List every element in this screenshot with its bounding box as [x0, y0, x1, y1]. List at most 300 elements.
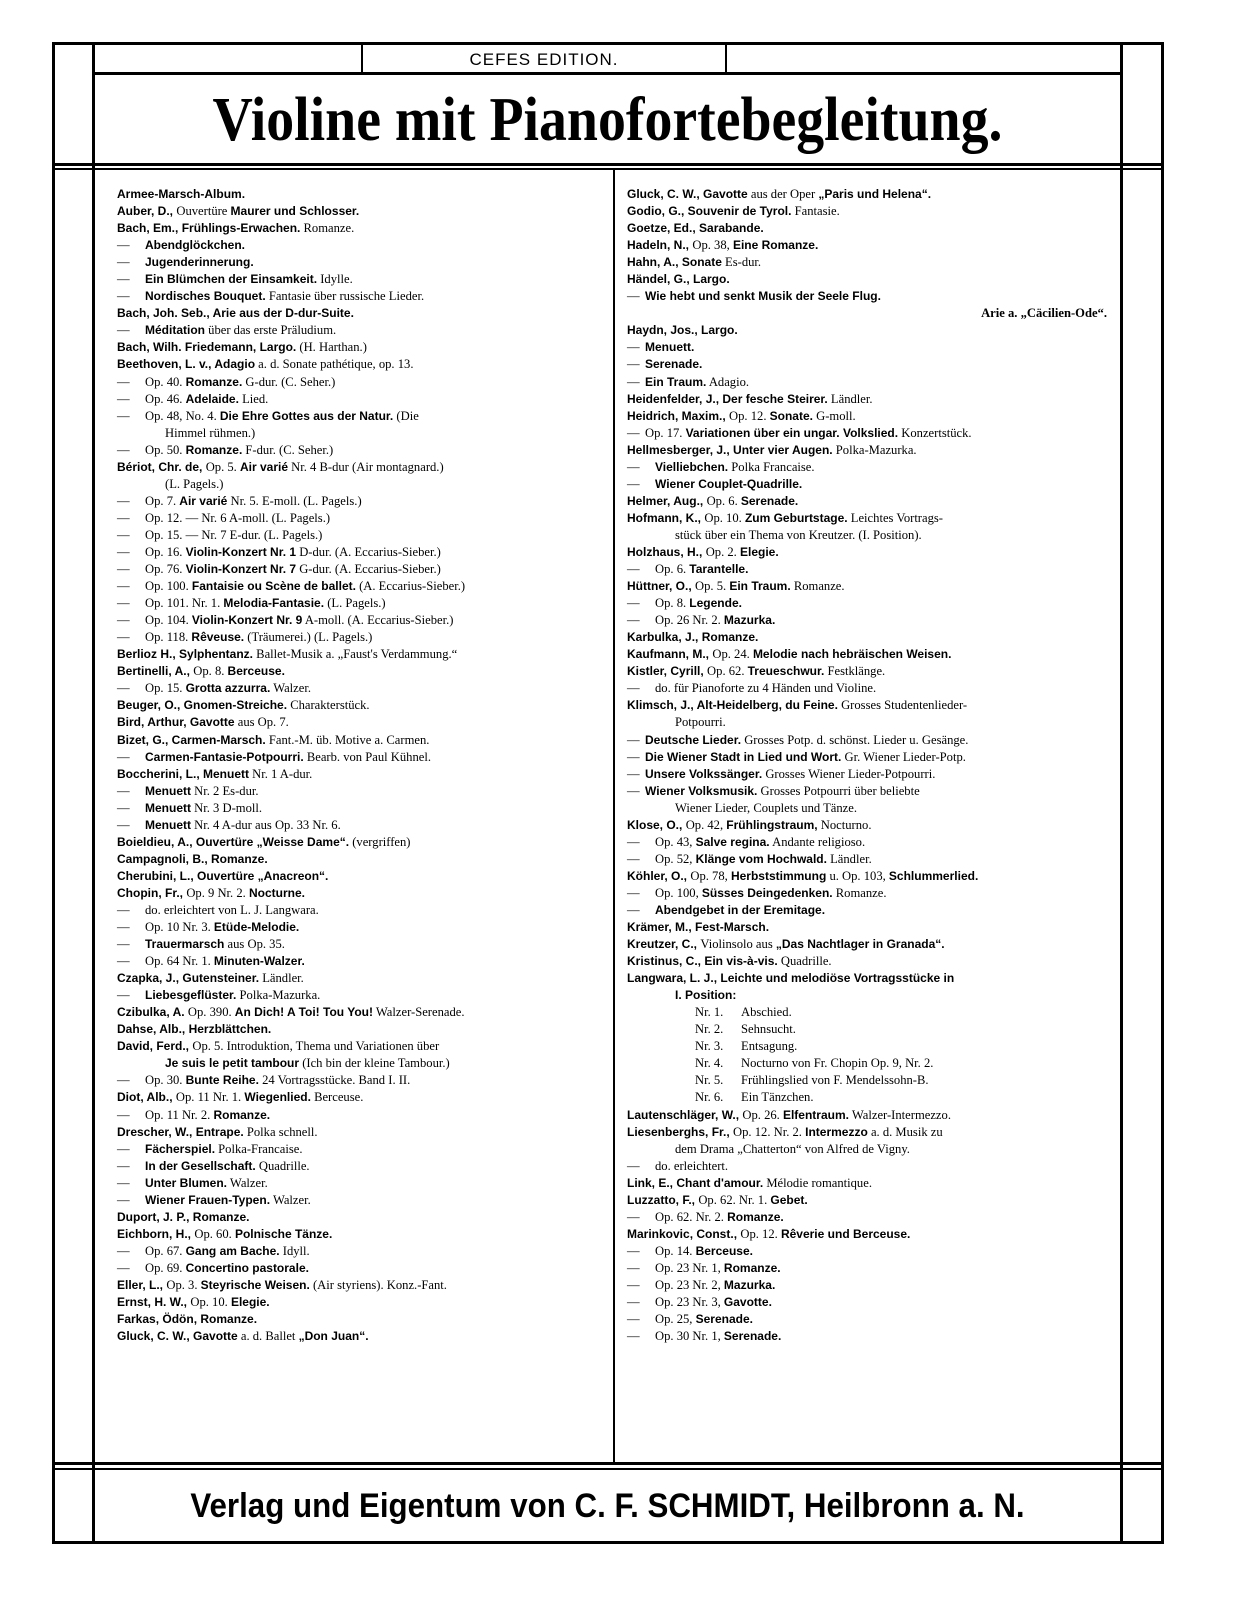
catalog-sub-entry	[627, 1038, 1107, 1055]
catalog-entry	[117, 254, 607, 271]
entry-bold-text: Romanze.	[723, 1260, 781, 1275]
entry-text: Gr. Wiener Lieder-Potp.	[841, 749, 966, 764]
entry-bold-text: Cherubini, L., Ouvertüre „Anacreon“.	[117, 868, 329, 883]
catalog-entry-continuation	[627, 987, 1107, 1004]
entry-text: Walzer-Intermezzo.	[848, 1107, 951, 1122]
entry-text: Polka-Francaise.	[215, 1141, 303, 1156]
entry-bold-text: Krämer, M., Fest-Marsch.	[627, 920, 770, 935]
entry-bold-text: Gavotte.	[723, 1295, 772, 1310]
catalog-entry	[117, 527, 607, 544]
catalog-entry	[627, 1277, 1107, 1294]
ditto-dash: —	[117, 408, 130, 423]
entry-text: Op. 12.	[740, 1226, 781, 1241]
entry-bold-text: Serenade.	[723, 1329, 782, 1344]
entry-bold-text: Intermezzo	[805, 1124, 868, 1139]
entry-bold-text: David, Ferd.,	[117, 1039, 193, 1054]
sub-entry-number: Nr. 4.	[695, 1056, 724, 1071]
sub-entry-title: Ein Tänzchen.	[741, 1090, 814, 1105]
entry-text: Op. 8.	[193, 664, 228, 679]
catalog-entry-continuation	[627, 714, 1107, 731]
catalog-entry	[117, 612, 607, 629]
entry-bold-text: Bach, Em., Frühlings-Erwachen.	[117, 221, 301, 236]
entry-bold-text: Dahse, Alb., Herzblättchen.	[117, 1022, 272, 1037]
entry-text: Op. 40.	[145, 374, 186, 389]
catalog-entry	[117, 1260, 607, 1277]
entry-text: do. erleichtert von L. J. Langwara.	[145, 902, 319, 917]
entry-bold-text: Marinkovic, Const.,	[627, 1226, 741, 1241]
entry-bold-text: Klimsch, J., Alt-Heidelberg, du Feine.	[627, 698, 838, 713]
entry-text: Polka schnell.	[243, 1124, 318, 1139]
entry-text: Op. 17.	[645, 425, 686, 440]
catalog-entry	[627, 783, 1107, 800]
ditto-dash: —	[117, 289, 130, 304]
entry-bold-text: Zum Geburtstage.	[744, 510, 848, 525]
entry-bold-text: Vielliebchen.	[655, 459, 729, 474]
edition-bar	[95, 45, 1120, 75]
footer-rule	[52, 1462, 1164, 1465]
catalog-entry	[117, 459, 607, 476]
ditto-dash: —	[117, 442, 130, 457]
ditto-dash: —	[117, 902, 130, 917]
sub-entry-number: Nr. 2.	[695, 1022, 724, 1037]
entry-bold-text: Méditation	[145, 323, 205, 338]
entry-text: Op. 15. — Nr. 7 E-dur. (L. Pagels.)	[145, 527, 323, 542]
entry-bold-text: Rêveuse.	[191, 630, 245, 645]
ditto-dash: —	[627, 1295, 640, 1310]
entry-text: Nr. 4 A-dur aus Op. 33 Nr. 6.	[191, 817, 341, 832]
catalog-entry	[627, 1107, 1107, 1124]
entry-text: G-dur. (A. Eccarius-Sieber.)	[296, 562, 441, 577]
catalog-entry	[627, 1294, 1107, 1311]
entry-text: Op. 5. Introduktion, Thema und Variationen über	[192, 1039, 440, 1054]
entry-text: 24 Vortragsstücke. Band I. II.	[258, 1073, 411, 1088]
entry-text: Fantasie.	[791, 204, 840, 219]
entry-bold-text: Hofmann, K.,	[627, 510, 705, 525]
ditto-dash: —	[117, 937, 130, 952]
catalog-entry	[627, 1192, 1107, 1209]
entry-text: Ouvertüre	[176, 204, 231, 219]
catalog-entry	[117, 237, 607, 254]
entry-bold-text: Bird, Arthur, Gavotte	[117, 715, 235, 730]
entry-text: Op. 52,	[655, 851, 696, 866]
catalog-entry	[627, 408, 1107, 425]
entry-bold-text: Luzzatto, F.,	[627, 1192, 699, 1207]
entry-text: Op. 12.	[729, 408, 770, 423]
catalog-entry	[117, 800, 607, 817]
entry-bold-text: Czapka, J., Gutensteiner.	[117, 971, 260, 986]
entry-bold-text: Menuett.	[645, 340, 695, 355]
entry-text: Op. 60.	[194, 1226, 235, 1241]
entry-text: Op. 69.	[145, 1260, 186, 1275]
entry-text: Potpourri.	[675, 715, 726, 730]
entry-bold-text: Lautenschläger, W.,	[627, 1107, 743, 1122]
sub-entry-title: Frühlingslied von F. Mendelssohn-B.	[741, 1073, 929, 1088]
catalog-entry	[627, 902, 1107, 919]
catalog-entry	[117, 902, 607, 919]
entry-bold-text: Chopin, Fr.,	[117, 885, 187, 900]
entry-bold-text: Jugenderinnerung.	[145, 255, 254, 270]
catalog-entry	[627, 1175, 1107, 1192]
ditto-dash: —	[117, 255, 130, 270]
entry-text: Op. 101. Nr. 1.	[145, 596, 224, 611]
entry-text: Op. 5.	[205, 459, 240, 474]
publisher-imprint: Verlag und Eigentum von C. F. SCHMIDT, Heilbronn a. N.	[190, 1487, 1025, 1525]
catalog-entry	[627, 1328, 1107, 1345]
entry-bold-text: Concertino pastorale.	[185, 1260, 309, 1275]
entry-text: (H. Harthan.)	[296, 340, 367, 355]
entry-bold-text: Carmen-Fantasie-Potpourri.	[145, 749, 304, 764]
entry-bold-text: Variationen über ein ungar. Volkslied.	[685, 425, 899, 440]
entry-bold-text: Salve regina.	[695, 834, 770, 849]
ditto-dash: —	[627, 1243, 640, 1258]
catalog-column-right	[627, 186, 1107, 1345]
catalog-entry	[117, 697, 607, 714]
ditto-dash: —	[117, 800, 130, 815]
catalog-entry	[117, 1328, 607, 1345]
ditto-dash: —	[627, 476, 640, 491]
entry-bold-text: Eller, L.,	[117, 1278, 167, 1292]
ditto-dash: —	[117, 579, 130, 594]
entry-text: Andante religioso.	[769, 834, 866, 849]
ditto-dash: —	[627, 459, 640, 474]
catalog-entry	[627, 697, 1107, 714]
catalog-entry-continuation	[627, 1141, 1107, 1158]
catalog-entry-continuation	[117, 425, 607, 442]
catalog-entry	[117, 1192, 607, 1209]
catalog-entry-continuation	[117, 1055, 607, 1072]
entry-text: Op. 67.	[145, 1243, 186, 1258]
entry-bold-text: Abendglöckchen.	[145, 238, 246, 253]
entry-text: Ländler.	[259, 971, 304, 986]
entry-text: Op. 10 Nr. 3.	[145, 920, 214, 935]
catalog-entry	[117, 408, 607, 425]
catalog-entry	[627, 834, 1107, 851]
entry-text: Op. 24.	[712, 647, 753, 662]
entry-text: G-moll.	[812, 408, 856, 423]
entry-text: Idyll.	[279, 1243, 310, 1258]
entry-text: Quadrille.	[255, 1158, 310, 1173]
entry-text: aus Op. 7.	[234, 715, 289, 730]
ditto-dash: —	[117, 510, 130, 525]
entry-text: (Ich bin der kleine Tambour.)	[299, 1056, 450, 1071]
catalog-entry	[627, 391, 1107, 408]
catalog-entry	[627, 493, 1107, 510]
entry-bold-text: Berceuse.	[227, 664, 285, 679]
entry-text: Op. 23 Nr. 1,	[655, 1260, 724, 1275]
catalog-entry	[627, 612, 1107, 629]
entry-text: Lied.	[238, 391, 269, 406]
catalog-entry	[117, 561, 607, 578]
ditto-dash: —	[117, 988, 130, 1003]
entry-bold-text: Eichborn, H.,	[117, 1226, 195, 1241]
entry-text: Op. 5.	[695, 579, 730, 594]
entry-bold-text: Hahn, A., Sonate	[627, 255, 722, 270]
entry-text: Op. 12. Nr. 2.	[733, 1124, 806, 1139]
catalog-entry	[627, 544, 1107, 561]
ditto-dash: —	[627, 681, 640, 696]
entry-text: Op. 11 Nr. 2.	[145, 1107, 214, 1122]
ditto-dash: —	[627, 374, 640, 389]
catalog-entry	[627, 425, 1107, 442]
catalog-entry	[117, 1089, 607, 1106]
catalog-sub-entry	[627, 1055, 1107, 1072]
entry-bold-text: Violin-Konzert Nr. 7	[185, 562, 297, 577]
entry-text: Op. 76.	[145, 562, 186, 577]
entry-text: Op. 62.	[707, 664, 748, 679]
entry-text: Op. 38,	[692, 238, 733, 253]
entry-text: Op. 6.	[706, 493, 741, 508]
entry-text: Ländler.	[826, 851, 872, 866]
ditto-dash: —	[627, 425, 640, 440]
catalog-entry	[117, 1294, 607, 1311]
entry-bold-text: Bizet, G., Carmen-Marsch.	[117, 732, 266, 747]
entry-bold-text: Abendgebet in der Eremitage.	[655, 902, 826, 917]
sub-entry-title: Abschied.	[741, 1005, 792, 1020]
catalog-entry	[627, 1209, 1107, 1226]
catalog-entry	[117, 1226, 607, 1243]
entry-bold-text: Helmer, Aug.,	[627, 493, 707, 508]
entry-bold-text: Armee-Marsch-Album.	[117, 187, 246, 201]
ditto-dash: —	[117, 272, 130, 287]
entry-bold-text: Romanze.	[213, 1107, 271, 1122]
entry-text: Op. 7.	[145, 493, 180, 508]
entry-bold-text: Bunte Reihe.	[185, 1073, 259, 1088]
ditto-dash: —	[117, 238, 130, 253]
entry-bold-text: Langwara, L. J., Leichte und melodiöse Vortragsstücke in	[627, 971, 955, 986]
catalog-entry	[627, 374, 1107, 391]
sub-entry-title: Nocturno von Fr. Chopin Op. 9, Nr. 2.	[741, 1056, 934, 1071]
entry-text: u. Op. 103,	[826, 868, 889, 883]
entry-text: Mélodie romantique.	[763, 1175, 872, 1190]
entry-bold-text: Karbulka, J., Romanze.	[627, 630, 759, 645]
entry-text: Op. 100,	[655, 885, 702, 900]
catalog-entry	[117, 1107, 607, 1124]
catalog-entry	[117, 970, 607, 987]
catalog-entry	[117, 953, 607, 970]
catalog-entry-continuation	[117, 476, 607, 493]
entry-text: Nr. 5. E-moll. (L. Pagels.)	[227, 493, 362, 508]
catalog-entry	[117, 356, 607, 373]
catalog-entry	[627, 578, 1107, 595]
catalog-entry	[117, 391, 607, 408]
entry-text: Op. 43,	[655, 834, 696, 849]
entry-bold-text: Elegie.	[230, 1295, 270, 1310]
entry-text: Nr. 3 D-moll.	[191, 800, 263, 815]
catalog-entry	[627, 1260, 1107, 1277]
ditto-dash: —	[627, 596, 640, 611]
entry-text: Op. 118.	[145, 630, 192, 645]
ditto-dash: —	[627, 1329, 640, 1344]
header-rule-thin	[52, 168, 1164, 170]
entry-bold-text: Menuett	[145, 817, 191, 832]
entry-bold-text: Deutsche Lieder.	[645, 732, 742, 747]
entry-text: (L. Pagels.)	[324, 596, 386, 611]
catalog-entry	[117, 766, 607, 783]
ditto-dash: —	[117, 1192, 130, 1207]
entry-bold-text: Bertinelli, A.,	[117, 664, 194, 679]
catalog-entry	[627, 322, 1107, 339]
catalog-entry	[117, 578, 607, 595]
catalog-entry	[627, 510, 1107, 527]
catalog-entry-continuation	[627, 527, 1107, 544]
entry-text: Konzertstück.	[898, 425, 972, 440]
entry-bold-text: Nordisches Bouquet.	[145, 289, 266, 304]
entry-bold-text: Wie hebt und senkt Musik der Seele Flug.	[645, 289, 881, 304]
catalog-entry	[117, 203, 607, 220]
entry-text: dem Drama „Chatterton“ von Alfred de Vigny.	[675, 1141, 910, 1156]
entry-bold-text: Farkas, Ödön, Romanze.	[117, 1312, 258, 1327]
entry-text: Romanze.	[790, 579, 845, 594]
entry-bold-text: Kaufmann, M.,	[627, 647, 713, 662]
catalog-entry	[627, 749, 1107, 766]
catalog-sub-entry	[627, 1021, 1107, 1038]
ditto-dash: —	[627, 1209, 640, 1224]
catalog-entry	[117, 1175, 607, 1192]
entry-text: Fantasie über russische Lieder.	[265, 289, 425, 304]
entry-bold-text: Adelaide.	[185, 391, 239, 406]
catalog-entry	[117, 1072, 607, 1089]
edition-label: CEFES EDITION.	[361, 45, 727, 72]
catalog-sub-entry	[627, 1004, 1107, 1021]
catalog-entry	[627, 288, 1107, 305]
entry-text: Op. 46.	[145, 391, 186, 406]
entry-text: Charakterstück.	[287, 698, 370, 713]
catalog-entry	[117, 1021, 607, 1038]
entry-text: G-dur. (C. Seher.)	[242, 374, 336, 389]
catalog-entry	[117, 646, 607, 663]
entry-bold-text: Air varié	[179, 493, 228, 508]
catalog-sub-entry	[627, 1089, 1107, 1106]
catalog-entry	[627, 663, 1107, 680]
entry-bold-text: Romanze.	[185, 442, 243, 457]
ditto-dash: —	[627, 783, 640, 798]
catalog-entry	[627, 629, 1107, 646]
entry-bold-text: Eine Romanze.	[732, 238, 819, 253]
entry-text: Op. 48, No. 4.	[145, 408, 220, 423]
ditto-dash: —	[627, 902, 640, 917]
entry-bold-text: Die Ehre Gottes aus der Natur.	[219, 408, 394, 423]
entry-bold-text: Menuett	[145, 783, 191, 798]
entry-text: Op. 2.	[705, 544, 740, 559]
catalog-entry-continuation	[627, 800, 1107, 817]
catalog-entry	[627, 561, 1107, 578]
entry-bold-text: Boieldieu, A., Ouvertüre „Weisse Dame“.	[117, 834, 350, 849]
entry-text: (Die	[393, 408, 419, 423]
entry-text: Op. 25,	[655, 1312, 696, 1327]
entry-bold-text: Auber, D.,	[117, 204, 177, 219]
catalog-entry	[117, 1141, 607, 1158]
sub-entry-title: Sehnsucht.	[741, 1022, 796, 1037]
entry-bold-text: Schlummerlied.	[888, 868, 979, 883]
catalog-entry	[627, 356, 1107, 373]
entry-bold-text: Beuger, O., Gnomen-Streiche.	[117, 698, 288, 713]
catalog-entry	[627, 936, 1107, 953]
sub-entry-number: Nr. 1.	[695, 1005, 724, 1020]
entry-text: Nr. 4 B-dur (Air montagnard.)	[288, 459, 444, 474]
catalog-entry	[117, 1277, 607, 1294]
entry-bold-text: Berlioz H., Sylphentanz.	[117, 647, 254, 662]
entry-bold-text: Holzhaus, H.,	[627, 544, 706, 559]
catalog-entry	[627, 680, 1107, 697]
catalog-entry	[117, 493, 607, 510]
entry-bold-text: Köhler, O.,	[627, 868, 691, 883]
entry-text: Op. 50.	[145, 442, 186, 457]
entry-bold-text: Violin-Konzert Nr. 9	[191, 613, 303, 628]
entry-bold-text: „Paris und Helena“.	[818, 187, 932, 201]
entry-text: Op. 11 Nr. 1.	[175, 1090, 245, 1105]
catalog-entry	[117, 186, 607, 203]
entry-bold-text: Klänge vom Hochwald.	[695, 851, 827, 866]
entry-text: Walzer.	[270, 681, 311, 696]
catalog-entry	[117, 288, 607, 305]
entry-bold-text: Bach, Joh. Seb., Arie aus der D-dur-Suite.	[117, 306, 354, 321]
entry-bold-text: Fantaisie ou Scène de ballet.	[191, 579, 356, 594]
ditto-dash: —	[627, 562, 640, 577]
entry-bold-text: Romanze.	[185, 374, 243, 389]
ditto-dash: —	[627, 732, 640, 747]
entry-text: Op. 8.	[655, 596, 690, 611]
entry-text: Op. 62. Nr. 2.	[655, 1209, 728, 1224]
catalog-entry	[117, 510, 607, 527]
entry-bold-text: Kristinus, C., Ein vis-à-vis.	[627, 954, 778, 969]
entry-text: Festklänge.	[824, 664, 886, 679]
ditto-dash: —	[117, 493, 130, 508]
entry-bold-text: Je suis le petit tambour	[165, 1056, 300, 1071]
entry-bold-text: Kreutzer, C.,	[627, 937, 701, 952]
entry-bold-text: Die Wiener Stadt in Lied und Wort.	[645, 749, 842, 764]
entry-text: a. d. Sonate pathétique, op. 13.	[255, 357, 414, 372]
entry-bold-text: Händel, G., Largo.	[627, 272, 730, 287]
entry-bold-text: Goetze, Ed., Sarabande.	[627, 221, 764, 236]
entry-text: Grosses Studentenlieder-	[837, 698, 968, 713]
entry-text: Op. 390.	[187, 1005, 235, 1020]
catalog-entry	[117, 339, 607, 356]
entry-bold-text: Arie a. „Cäcilien-Ode“.	[981, 306, 1107, 321]
entry-text: Op. 3.	[166, 1278, 201, 1292]
catalog-entry	[627, 1311, 1107, 1328]
ditto-dash: —	[627, 766, 640, 781]
entry-text: Ballet-Musik a. „Faust's Verdammung.“	[253, 647, 458, 662]
ditto-dash: —	[627, 1158, 640, 1173]
entry-bold-text: Minuten-Walzer.	[213, 954, 305, 969]
catalog-entry	[117, 919, 607, 936]
catalog-entry	[117, 544, 607, 561]
entry-bold-text: Gang am Bache.	[185, 1243, 280, 1258]
entry-text: Op. 14.	[655, 1243, 696, 1258]
entry-text: Romanze.	[832, 885, 887, 900]
entry-text: Fant.-M. üb. Motive a. Carmen.	[265, 732, 430, 747]
catalog-entry	[117, 936, 607, 953]
ditto-dash: —	[117, 374, 130, 389]
entry-bold-text: Elegie.	[739, 544, 779, 559]
entry-text: Violinsolo aus	[700, 937, 776, 952]
ditto-dash: —	[627, 1278, 640, 1292]
entry-bold-text: Gluck, C. W., Gavotte	[117, 1329, 238, 1344]
entry-text: do. erleichtert.	[655, 1158, 729, 1173]
entry-bold-text: Rêverie und Berceuse.	[780, 1226, 911, 1241]
entry-bold-text: Etüde-Melodie.	[213, 920, 300, 935]
ditto-dash: —	[117, 1260, 130, 1275]
entry-text: Idylle.	[317, 272, 353, 287]
sub-entry-title: Entsagung.	[741, 1039, 798, 1054]
ditto-dash: —	[627, 851, 640, 866]
entry-text: Op. 16.	[145, 544, 186, 559]
catalog-entry	[117, 1004, 607, 1021]
entry-text: aus der Oper	[747, 187, 819, 201]
entry-bold-text: „Don Juan“.	[298, 1329, 369, 1344]
entry-text: Op. 15.	[145, 681, 186, 696]
ditto-dash: —	[627, 1312, 640, 1327]
